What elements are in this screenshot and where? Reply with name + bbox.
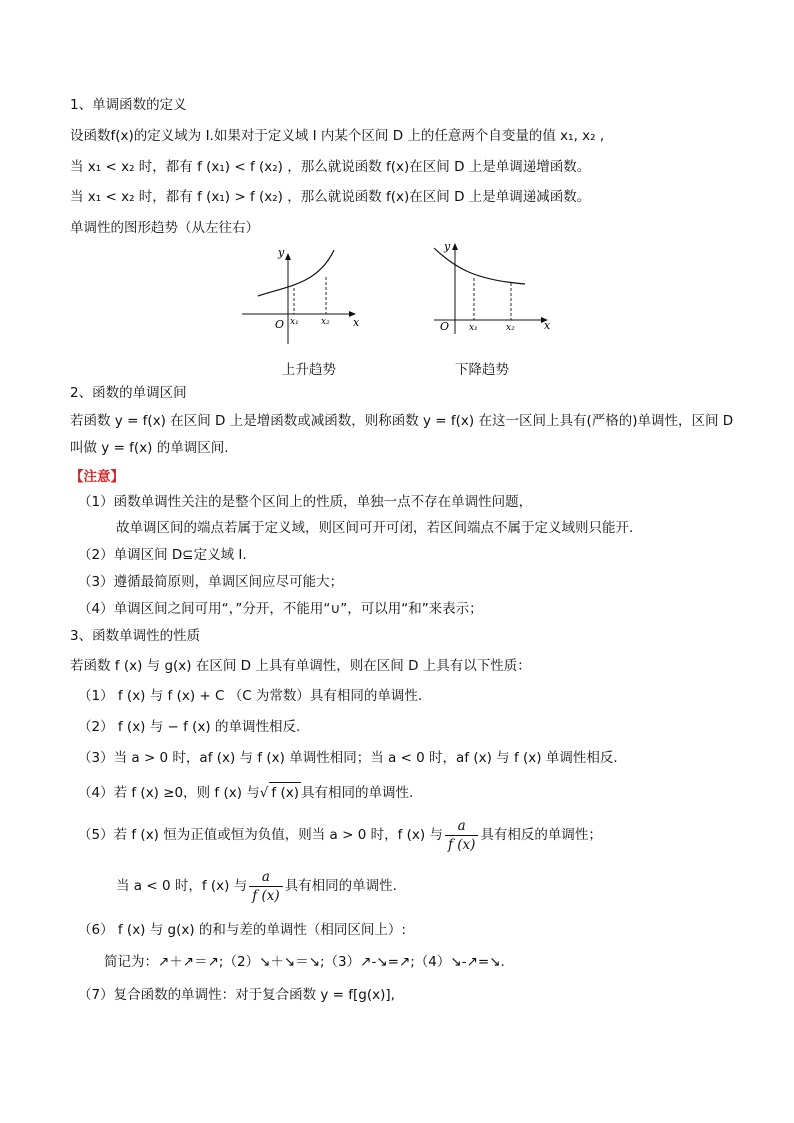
section3-title: 3、函数单调性的性质	[70, 628, 201, 644]
note-4: （4）单调区间之间可用“，”分开，不能用“∪”，可以用“和”来表示；	[78, 601, 483, 617]
property-4: （4）若 f (x) ≥0，则 f (x) 与√ f (x) 具有相同的单调性.	[78, 782, 413, 803]
y-axis-arrow-icon	[285, 253, 291, 260]
fraction: $\frac{a}{f (x)}$	[249, 868, 282, 905]
falling-caption: 下降趋势	[455, 362, 509, 378]
interval-definition: 若函数 y = f(x) 在区间 D 上是增函数或减函数，则称函数 y = f(x) 在这一区间上具有(严格的)单调性，区间 D	[70, 413, 734, 429]
x2-label: x₂	[506, 323, 515, 333]
decreasing-definition: 当 x₁ < x₂ 时，都有 f (x₁) > f (x₂) ，那么就说函数 f(x)在区间 D 上是单调递减函数。	[70, 189, 591, 205]
property-2: （2） f (x) 与 − f (x) 的单调性相反.	[78, 719, 301, 735]
y-axis-arrow-icon	[452, 243, 458, 250]
x-label: x	[353, 316, 360, 329]
note-1: （1）函数单调性关注的是整个区间上的性质，单独一点不存在单调性问题，	[78, 494, 533, 510]
property-7: （7）复合函数的单调性：对于复合函数 y = f[g(x)],	[78, 987, 395, 1003]
decreasing-curve	[434, 248, 525, 284]
x2-label: x₂	[321, 317, 330, 327]
property-1: （1） f (x) 与 f (x) + C （C 为常数）具有相同的单调性.	[78, 688, 423, 704]
interval-definition-cont: 叫做 y = f(x) 的单调区间.	[70, 440, 229, 456]
trend-heading: 单调性的图形趋势（从左往右）	[70, 220, 259, 236]
rising-caption: 上升趋势	[282, 362, 336, 378]
definition-line: 设函数f(x)的定义域为 I.如果对于定义域 I 内某个区间 D 上的任意两个自变量的值 x₁, x₂ ,	[70, 128, 605, 144]
rising-graph	[238, 248, 362, 348]
property-6: （6） f (x) 与 g(x) 的和与差的单调性（相同区间上）:	[78, 922, 406, 938]
section2-title: 2、函数的单调区间	[70, 385, 187, 401]
falling-graph	[430, 238, 554, 338]
section1-title: 1、单调函数的定义	[70, 97, 187, 113]
property-3: （3）当 a > 0 时，af (x) 与 f (x) 单调性相同；当 a < 0 时，af (x) 与 f (x) 单调性相反.	[78, 750, 618, 766]
property-5: （5）若 f (x) 恒为正值或恒为负值，则当 a > 0 时，f (x) 与 $\frac{a}{f (x)}$ 具有相反的单调性；	[78, 817, 602, 853]
x1-label: x₁	[469, 323, 478, 333]
property-5-cont: 当 a < 0 时，f (x) 与 $\frac{a}{f (x)}$ 具有相同的单调性.	[116, 868, 397, 904]
sqrt-icon: √	[259, 785, 269, 801]
note-3: （3）遵循最简原则，单调区间应尽可能大；	[78, 574, 344, 590]
y-label: y	[444, 240, 451, 253]
increasing-definition: 当 x₁ < x₂ 时，都有 f (x₁) < f (x₂) ，那么就说函数 f(x)在区间 D 上是单调递增函数。	[70, 159, 591, 175]
note-2: （2）单调区间 D⊆定义域 I.	[78, 547, 247, 563]
origin-label: O	[275, 318, 285, 331]
sqrt-radicand: f (x)	[269, 782, 301, 803]
x-label: x	[544, 319, 551, 332]
x1-label: x₁	[290, 317, 299, 327]
origin-label: O	[440, 320, 450, 333]
y-label: y	[278, 248, 285, 259]
increasing-curve	[258, 250, 334, 296]
note-label: 【注意】	[70, 469, 124, 485]
property-intro: 若函数 f (x) 与 g(x) 在区间 D 上具有单调性，则在区间 D 上具有以下性质：	[70, 658, 531, 674]
fraction: $\frac{a}{f (x)}$	[445, 817, 478, 854]
property-6-summary: 简记为：↗＋↗＝↗;（2）↘＋↘＝↘;（3）↗-↘=↗;（4）↘-↗=↘.	[104, 954, 505, 970]
note-1-cont: 故单调区间的端点若属于定义域，则区间可开可闭，若区间端点不属于定义域则只能开．	[116, 520, 643, 536]
